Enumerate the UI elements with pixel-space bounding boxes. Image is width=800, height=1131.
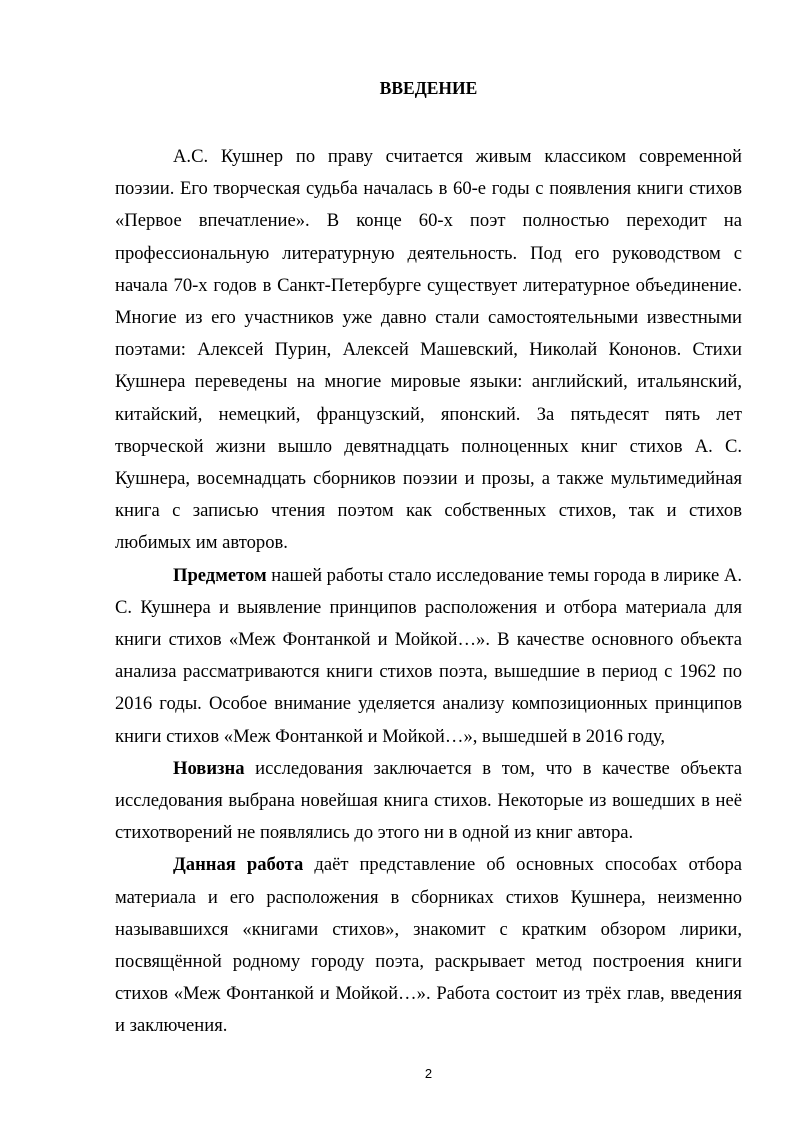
paragraph-text: нашей работы стало исследование темы города в лирике А. С. Кушнера и выявление принципов расположения и отбора материала для книги стихов «Меж Фонтанкой и Мойкой…». В качестве основного объекта анализа рассматриваются книги стихов поэта, вышедшие в период с 1962 по 2016 годы. Особое внимание уделяется анализу композиционных принципов книги стихов «Меж Фонтанкой и Мойкой…», вышедшей в 2016 году,: [115, 564, 742, 747]
body-text: [115, 141, 742, 1043]
paragraph-intro: [115, 141, 742, 560]
paragraph-lead-work: Данная работа: [173, 854, 304, 876]
paragraph-text: А.С. Кушнер по праву считается живым классиком современной поэзии. Его творческая судьба началась в 60-е годы с появления книги стихов «Первое впечатление». В конце 60-х поэт полностью переходит на профессиональную литературную деятельность. Под его руководством с начала 70-х годов в Санкт-Петербурге существует литературное объединение. Многие из его участников уже давно стали самостоятельными известными поэтами: Алексей Пурин, Алексей Машевский, Николай Кононов. Стихи Кушнера переведены на многие мировые языки: английский, итальянский, китайский, немецкий, французский, японский. За пятьдесят пять лет творческой жизни вышло девятнадцать полноценных книг стихов А. С. Кушнера, восемнадцать сборников поэзии и прозы, а также мультимедийная книга с записью чтения поэтом как собственных стихов, так и стихов любимых им авторов.: [115, 146, 742, 554]
paragraph-lead-novelty: Новизна: [173, 757, 245, 779]
page-number: 2: [424, 1066, 433, 1081]
section-heading: ВВЕДЕНИЕ: [379, 78, 478, 98]
paragraph-novelty: [115, 753, 742, 850]
paragraph-subject: [115, 560, 742, 753]
paragraph-text: даёт представление об основных способах отбора материала и его расположения в сборниках стихов Кушнера, неизменно называвшихся «книгами стихов», знакомит с кратким обзором лирики, посвящённой родному городу поэта, раскрывает метод построения книги стихов «Меж Фонтанкой и Мойкой…». Работа состоит из трёх глав, введения и заключения.: [115, 854, 742, 1037]
paragraph-work: [115, 849, 742, 1042]
paragraph-lead-subject: Предметом: [173, 564, 267, 586]
paragraph-text: исследования заключается в том, что в качестве объекта исследования выбрана новейшая книга стихов. Некоторые из вошедших в неё стихотворений не появлялись до этого ни в одной из книг автора.: [115, 757, 742, 844]
